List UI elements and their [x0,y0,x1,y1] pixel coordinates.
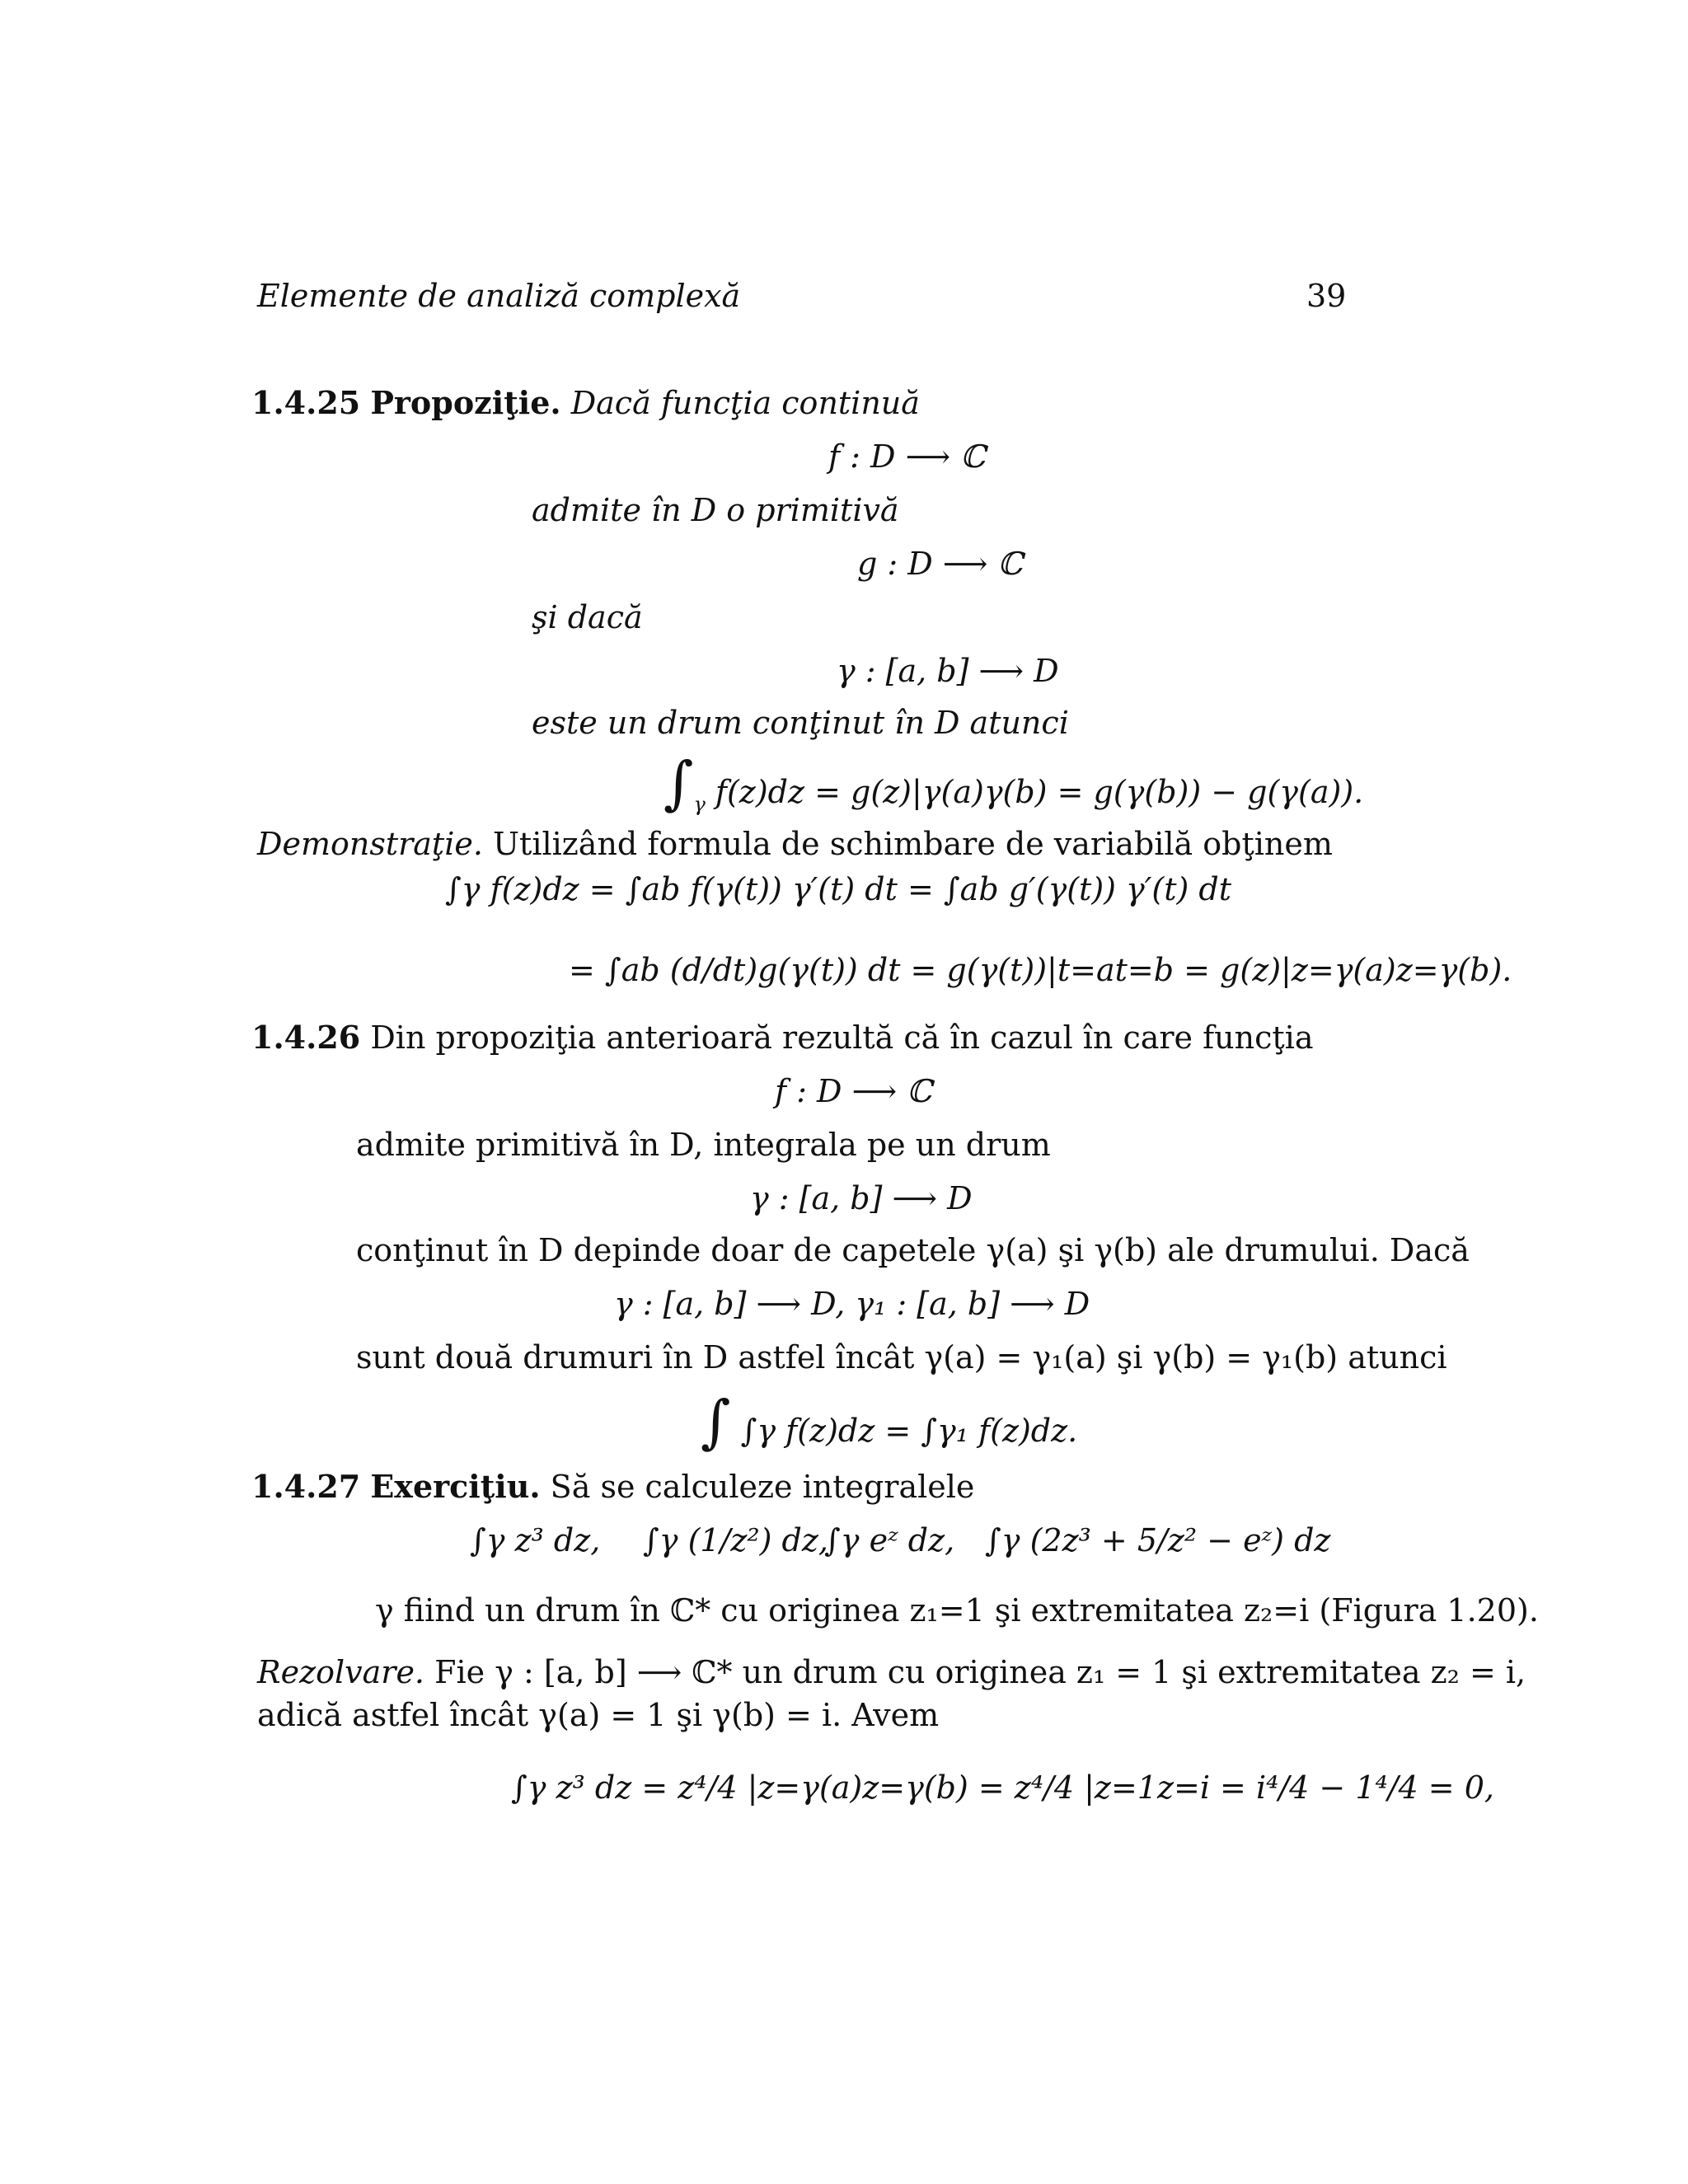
par-admite-text: admite primitivă în D, integrala pe un drum [356,1127,1051,1163]
par-text: Din propoziţia anterioară rezultă că în cazul în care funcţia [370,1019,1314,1056]
prop-intro: Dacă funcţia continuă [570,385,920,421]
demonstration-text: Utilizând formula de schimbare de variabilă obţinem [493,826,1333,862]
par-equation-gamma-map: γ : [a, b] ⟶ D [750,1180,973,1216]
par-sunt-text: sunt două drumuri în D astfel încât γ(a) = γ₁(a) şi γ(b) = γ₁(b) atunci [356,1339,1447,1376]
demonstration-line [257,828,1333,860]
equation-integral-primitive [663,749,1364,817]
exercise-integral-4: ∫γ (2z³ + 5/z² − eᶻ) dz [985,1522,1331,1558]
prop-este-text: este un drum conţinut în D atunci [532,705,1069,741]
prop-number: 1.4.25 [251,384,361,421]
par-number: 1.4.26 [251,1019,361,1056]
solution-equation: ∫γ z³ dz = z⁴/4 |z=γ(a)z=γ(b) = z⁴/4 |z=1z=i = i⁴/4 − 1⁴/4 = 0, [511,1769,1494,1806]
integrals-equality: ∫γ f(z)dz = ∫γ₁ f(z)dz. [740,1413,1078,1449]
equation-f-map: f : D ⟶ ℂ [828,438,986,475]
par-equation-integrals [701,1388,1078,1455]
exercise-text: Să se calculeze integralele [550,1469,975,1505]
proposition-1-4-25 [251,384,920,421]
exercise-label: Exerciţiu. [370,1468,541,1505]
prop-admite-text: admite în D o primitivă [532,492,899,528]
running-header-title: Elemente de analiză complexă [257,278,741,314]
par-equation-two-paths: γ : [a, b] ⟶ D, γ₁ : [a, b] ⟶ D [614,1286,1090,1322]
solution-text-1: Fie γ : [a, b] ⟶ ℂ* un drum cu originea z₁ = 1 şi extremitatea z₂ = i, [434,1654,1526,1690]
integral-subscript: γ [693,793,706,816]
prop-label: Propoziţie. [370,384,561,421]
equation-g-map: g : D ⟶ ℂ [857,546,1023,582]
prop-si-daca-text: şi dacă [532,599,643,635]
demonstration-equation-1: ∫γ f(z)dz = ∫ab f(γ(t)) γ′(t) dt = ∫ab g′(γ(t)) γ′(t) dt [445,871,1231,907]
solution-label: Rezolvare. [257,1654,425,1690]
demonstration-equation-2: = ∫ab (d/dt)g(γ(t)) dt = g(γ(t))|t=at=b = g(z)|z=γ(a)z=γ(b). [569,952,1512,988]
par-continut-text: conţinut în D depinde doar de capetele γ(a) şi γ(b) ale drumului. Dacă [356,1232,1470,1268]
exercise-number: 1.4.27 [251,1468,361,1505]
equation-gamma-map: γ : [a, b] ⟶ D [837,653,1059,689]
exercise-integral-3: ∫γ eᶻ dz, [824,1522,955,1558]
exercise-condition: γ fiind un drum în ℂ* cu originea z₁=1 şi extremitatea z₂=i (Figura 1.20). [375,1592,1539,1629]
paragraph-1-4-26 [251,1019,1314,1056]
exercise-integral-2: ∫γ (1/z²) dz, [643,1522,828,1558]
demonstration-label: Demonstraţie. [257,826,483,862]
integral-sign-icon: ∫ [701,1388,731,1455]
solution-line-2: adică astfel încât γ(a) = 1 şi γ(b) = i. Avem [257,1697,940,1733]
page-number: 39 [1306,278,1347,314]
par-equation-f-map: f : D ⟶ ℂ [775,1073,932,1109]
solution-line-1 [257,1654,1526,1690]
exercise-1-4-27 [251,1468,975,1505]
integral-sign-icon: ∫ [663,749,694,817]
integral-expression: f(z)dz = g(z)|γ(a)γ(b) = g(γ(b)) − g(γ(a)). [715,774,1364,810]
exercise-integral-1: ∫γ z³ dz, [470,1522,601,1558]
